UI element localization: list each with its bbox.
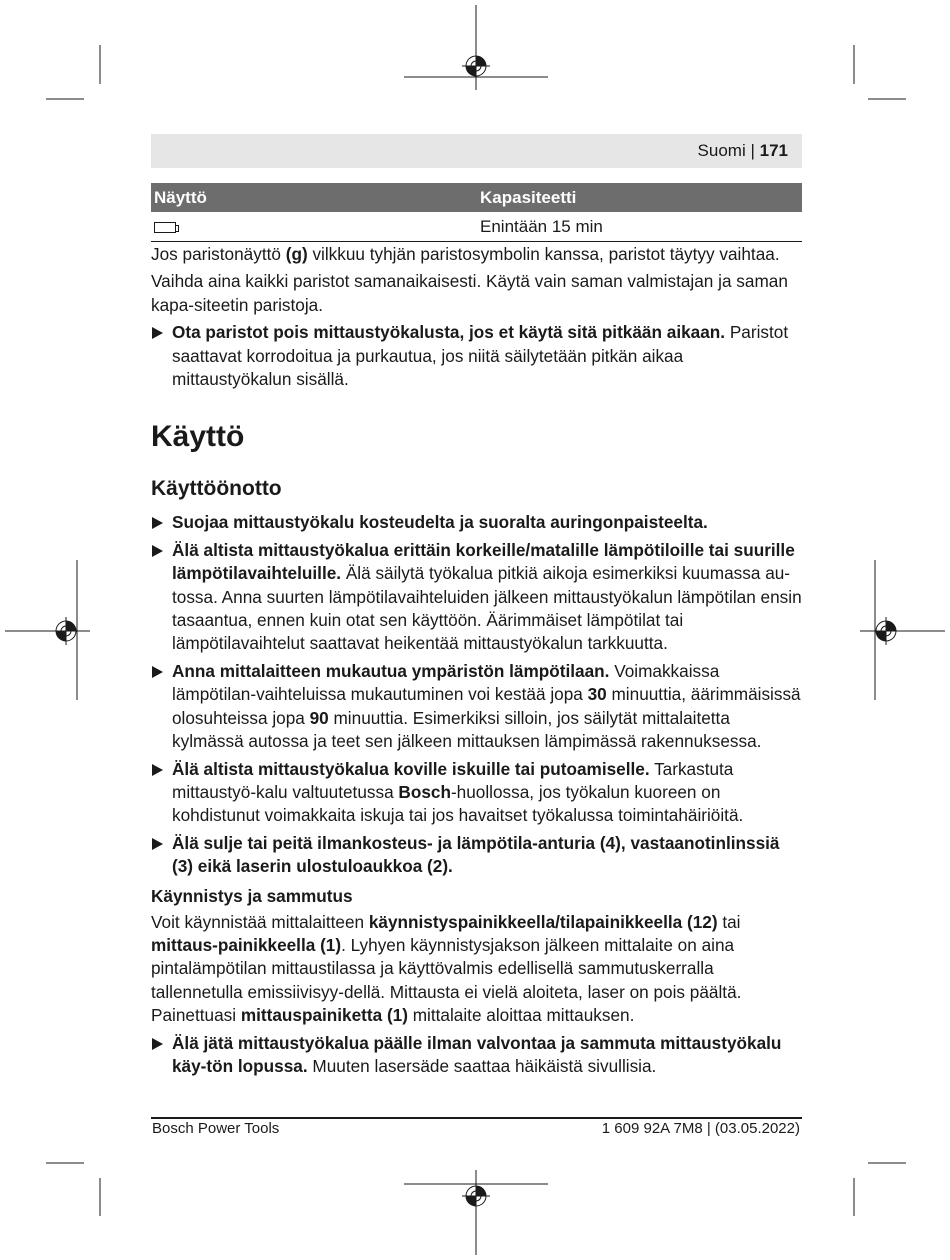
battery-display-paragraph: Jos paristonäyttö (g) vilkkuu tyhjän paristosymbolin kanssa, paristot täytyy vaihtaa.: [151, 244, 780, 264]
table-cell-capacity: Enintään 15 min: [480, 216, 603, 236]
list-item: Suojaa mittaustyökalu kosteudelta ja suoralta auringonpaisteelta.: [151, 511, 803, 534]
header-section: Suomi: [697, 141, 746, 160]
table-header-capacity: Kapasiteetti: [480, 187, 577, 207]
header-separator: |: [750, 141, 755, 160]
list-item: Älä jätä mittaustyökalua päälle ilman valvontaa ja sammuta mittaustyökalu käy-tön lopussa. Muuten lasersäde saattaa häikäistä sivullisia.: [151, 1032, 803, 1079]
table-row: [151, 212, 802, 242]
page-header: [151, 134, 802, 168]
battery-empty-icon: [154, 222, 176, 233]
footer-doc-number: 1 609 92A 7M8 | (03.05.2022): [601, 1120, 800, 1137]
list-item: Ota paristot pois mittaustyökalusta, jos et käytä sitä pitkään aikaan. Paristot saattavat korrodoitua ja purkautua, jos niitä säilytetään pitkän aikaa mittaustyökalun sisällä.: [151, 321, 803, 391]
header-text: [698, 141, 788, 161]
battery-replace-paragraph: Vaihda aina kaikki paristot samanaikaisesti. Käytä vain saman valmistajan ja saman kapa-siteetin paristoja.: [151, 271, 788, 315]
page-number: 171: [759, 141, 788, 160]
footer-brand: Bosch Power Tools: [152, 1120, 280, 1137]
list-item: Älä altista mittaustyökalua erittäin korkeille/matalille lämpötiloille tai suurille lämpötilavaihteluille. Älä säilytä työkalua pitkiä aikoja esimerkiksi kuumassa au-tossa. Anna suurten lämpötilavaihteluiden jälkeen mittaustyökalun lämpötilan ensin tasaantua, ennen kuin otat sen käyttöön. Äärimmäiset lämpötilat tai lämpötilavaihtelut saattavat heikentää mittaustyökalun tarkkuutta.: [151, 539, 803, 656]
list-item: Älä sulje tai peitä ilmankosteus- ja lämpötila-anturia (4), vastaanotinlinssiä (3) eikä laserin ulostuloaukkoa (2).: [151, 832, 803, 879]
section-heading-usage: Käyttö: [151, 420, 245, 454]
table-header-display: Näyttö: [154, 187, 207, 207]
body-content: [151, 243, 803, 1082]
subheading-on-off: Käynnistys ja sammutus: [151, 885, 353, 906]
table-header-row: [151, 183, 802, 212]
battery-table: [151, 183, 802, 242]
list-item: Älä altista mittaustyökalua koville iskuille tai putoamiselle. Tarkastuta mittaustyö-kalu valtuutetussa Bosch-huollossa, jos työkalun kuoreen on kohdistunut voimakkaita iskuja tai jos havaitset työkalussa toimintahäiriöitä.: [151, 758, 803, 828]
footer-divider: [151, 1117, 802, 1119]
list-item: Anna mittalaitteen mukautua ympäristön lämpötilaan. Voimakkaissa lämpötilan-vaihteluissa mukautuminen voi kestää jopa 30 minuuttia, äärimmäisissä olosuhteissa jopa 90 minuuttia. Esimerkiksi silloin, jos säilytät mittalaitetta kylmässä autossa ja teet sen jälkeen mittauksen lämpimässä rakennuksessa.: [151, 660, 803, 754]
subheading-commissioning: Käyttöönotto: [151, 477, 282, 501]
on-off-paragraph: Voit käynnistää mittalaitteen käynnistyspainikkeella/tilapainikkeella (12) tai mittaus-painikkeella (1). Lyhyen käynnistysjakson jälkeen mittalaite on aina pintalämpötilan mittaustilassa ja käyttövalmis edellisellä sammutuskerralla tallennetulla emissiivisyy-dellä. Mittausta ei vielä aloiteta, laser on pois päältä. Painettuasi mittauspainiketta (1) mittalaite aloittaa mittauksen.: [151, 911, 742, 1026]
